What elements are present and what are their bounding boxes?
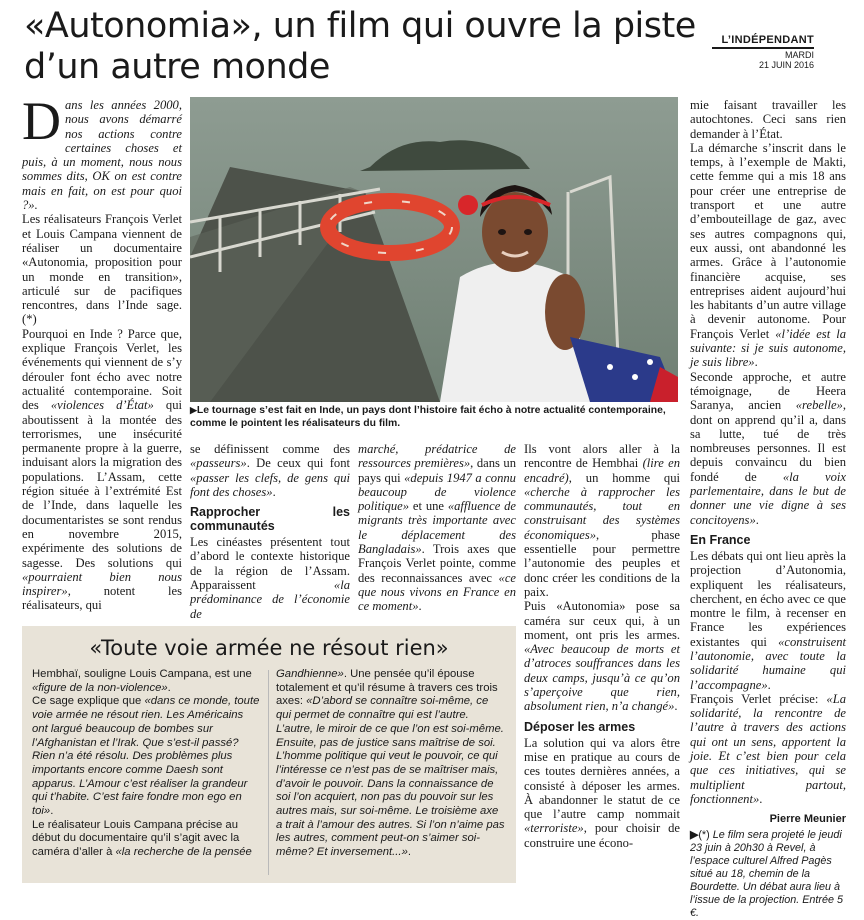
- masthead: [712, 34, 814, 70]
- paragraph: Seconde approche, et autre témoignage, de Heera Saranya, ancien «rebelle», dont on apprend qu’il a, dans sa lutte, tué de très nombreuses personnes. Il est depuis convaincu du bien fondé de «la voix parlementaire, dans le but de donner une vie digne à ses concitoyens».: [690, 369, 847, 527]
- article-column-2: [190, 442, 350, 621]
- subhead-deposer: Déposer les armes: [524, 719, 636, 734]
- sidebar-title: «Toute voie armée ne résout rien»: [89, 636, 449, 660]
- caption-triangle-icon: ▶: [190, 405, 197, 415]
- paragraph: La démarche s’inscrit dans le temps, à l’exemple de Makti, cette femme qui a mis 18 ans pour créer une entreprise de transport et une autre d’embouteillage de gaz, avec ses autres compagnons qui, eux aussi, ont abandonné les armes. Grâce à l’autonomie financière acquise, ses entreprises aident aujourd’hui les habitants d’un autre village à devenir autonome. Pour François Verlet «l’idée est la suivante: si je suis autonome, je suis libre».: [690, 140, 846, 370]
- paragraph: Le réalisateur Louis Campana précise au début du documentaire qu’il s’agit avec la caméra d’aller à «la recherche de la pensée: [32, 818, 252, 859]
- paragraph: se définissent comme des «passeurs». De ceux qui font «passer les clefs, de gens qui font des choses».: [190, 442, 350, 499]
- paragraph: Pourquoi en Inde ? Parce que, explique François Verlet, les événements qui viennent de s’y dérouler font écho avec notre actualité contemporaine. Soit des «violences d’État» qui aboutissent à la montée des terrorismes, une insécurité permanente propre à la guerre, induisant alors la migration des populations. L’Assam, cette région située à l’extrémité Est de l’Inde, dans laquelle les documentaristes se sont rendus en novembre 2015, expérimente des solutions de sagesse. Des solutions qui «pourraient bien nous inspirer», notent les réalisateurs, qui: [22, 326, 182, 613]
- paragraph: marché, prédatrice de ressources premières», dans un pays qui «depuis 1947 a connu beaucoup de violence politique» et une «affluence de migrants très importante avec le déplacement des Bangladais». Trois axes que François Verlet pointe, comme des reconnaissances avec «ce que nous vivons en France en ce moment».: [358, 442, 517, 614]
- subhead-en-france: En France: [690, 532, 751, 547]
- subhead-rapprocher: Rapprocher les communautés: [190, 505, 350, 534]
- paragraph: Gandhienne». Une pensée qu’il épouse totalement et qu’il résume à travers ces trois axes: «D’abord se connaître soi-même, ce qui permet de connaître qui est l’autre. L’autre, le miroir de ce que l’on est soi-même. Ensuite, pas de justice sans maîtrise de soi. L’homme politique qui veut le pouvoir, ce qui l’intéresse ce n’est pas de se maîtriser mais, d’avoir le pouvoir. Dans la connaissance de soi l’on acquiert, non pas du pouvoir sur les autres mais, sur soi-même. Le troisième axe a trait à l’amour des autres. Si l’on n’aime pas les autres, comment peut-on s’aimer soi-même? Et inversement...».: [276, 668, 505, 859]
- paragraph: Les réalisateurs François Verlet et Louis Campana viennent de réaliser un documentaire «Autonomia, proposition pour un monde en transition», articulé sur de pacifiques rencontres, dans l’Inde sage. (*): [22, 212, 182, 327]
- article-column-3: [358, 442, 516, 614]
- paragraph: Les débats qui ont lieu après la projection d’Autonomia, expliquent les réalisateurs, cherchent, en écho avec ce que montre le film, à recenser en France les expériences existantes qui «construisent l’autonomie, avec toute la solidarité humaine qui l’accompagne».: [690, 548, 846, 692]
- paragraph: La solution qui va alors être mise en pratique au cours de ces toutes dernières années, a consisté à déposer les armes. À abandonner le statut de ce que l’autre camp nommait «terroriste», pour choisir de construire une écono-: [524, 735, 680, 850]
- paragraph: Hembhaï, souligne Louis Campana, est une «figure de la non-violence».: [32, 668, 252, 694]
- newspaper-brand: L’INDÉPENDANT: [712, 34, 814, 49]
- lead-quote: ans les années 2000, nous avons démarré nos actions contre certaines choses et puis, à un moment, nous nous sommes dits, OK on est contre mais en fait, on est pour quoi ?».: [22, 98, 182, 213]
- publication-date: 21 JUIN 2016: [758, 60, 814, 70]
- photo-caption: ▶Le tournage s’est fait en Inde, un pays dont l’histoire fait écho à notre actualité contemporaine, comme le pointent les réalisateurs du film.: [190, 405, 666, 429]
- headline: «Autonomia», un film qui ouvre la piste d’un autre monde: [24, 6, 696, 87]
- drop-cap: D: [22, 91, 61, 151]
- article-column-5: [690, 98, 846, 920]
- paragraph: Ce sage explique que «dans ce monde, toute voie armée ne résout rien. Les Américains ont largué beaucoup de bombes sur l’Afghanistan et l’Irak. Que s’est-il passé? Rien n’a été résolu. Des problèmes plus importants encore comme Daesh sont apparus. L’Amour c’est réaliser la grandeur qui t’habite. C’est faire fondre mon ego en toi».: [32, 695, 260, 818]
- paragraph: Les cinéastes présentent tout d’abord le contexte historique de la région de l’Assam. Apparaissent «la prédominance de l’économie de: [190, 535, 350, 621]
- sidebar-column-divider: [268, 670, 269, 875]
- photo-illustration: [190, 97, 678, 402]
- article-photo: [190, 97, 678, 402]
- paragraph: Puis «Autonomia» pose sa caméra sur ceux qui, à un moment, ont pris les armes. «Avec beaucoup de morts et d’atroces souffrances dans les deux camps, jusqu’à ce qu’on s’aperçoive que rien, absolument rien, n’a changé».: [524, 599, 680, 714]
- paragraph: mie faisant travailler les autochtones. Ceci sans rien demander à l’État.: [690, 98, 846, 141]
- publication-day: MARDI: [785, 50, 814, 60]
- author-signature: Pierre Meunier: [769, 813, 846, 826]
- sidebar-column-left: [32, 668, 260, 860]
- screening-footnote: ▶(*) Le film sera projeté le jeudi 23 juin à 20h30 à Revel, à l’espace culturel Alfred Pagès situé au 18, chemin de la Bourdette. Un débat aura lieu à l’issue de la projection. Entrée 5 €.: [690, 828, 844, 919]
- article-column-1: [22, 91, 182, 613]
- article-column-4: [524, 442, 680, 850]
- paragraph: Ils vont alors aller à la rencontre de Hembhai (lire en encadré), un homme qui «cherche à rapprocher les communautés, tout en construisant des systèmes économiques», phase essentielle pour permettre l’autonomie des peuples et donc créer les conditions de la paix.: [524, 442, 681, 599]
- paragraph: François Verlet précise: «La solidarité, la rencontre de l’autre à travers des actions qui ont un sens, apportent la joie. Et c’est bien pour cela que ces initiatives, qui se multiplient partout, fonctionnent».: [690, 691, 846, 806]
- sidebar-column-right: [276, 668, 506, 860]
